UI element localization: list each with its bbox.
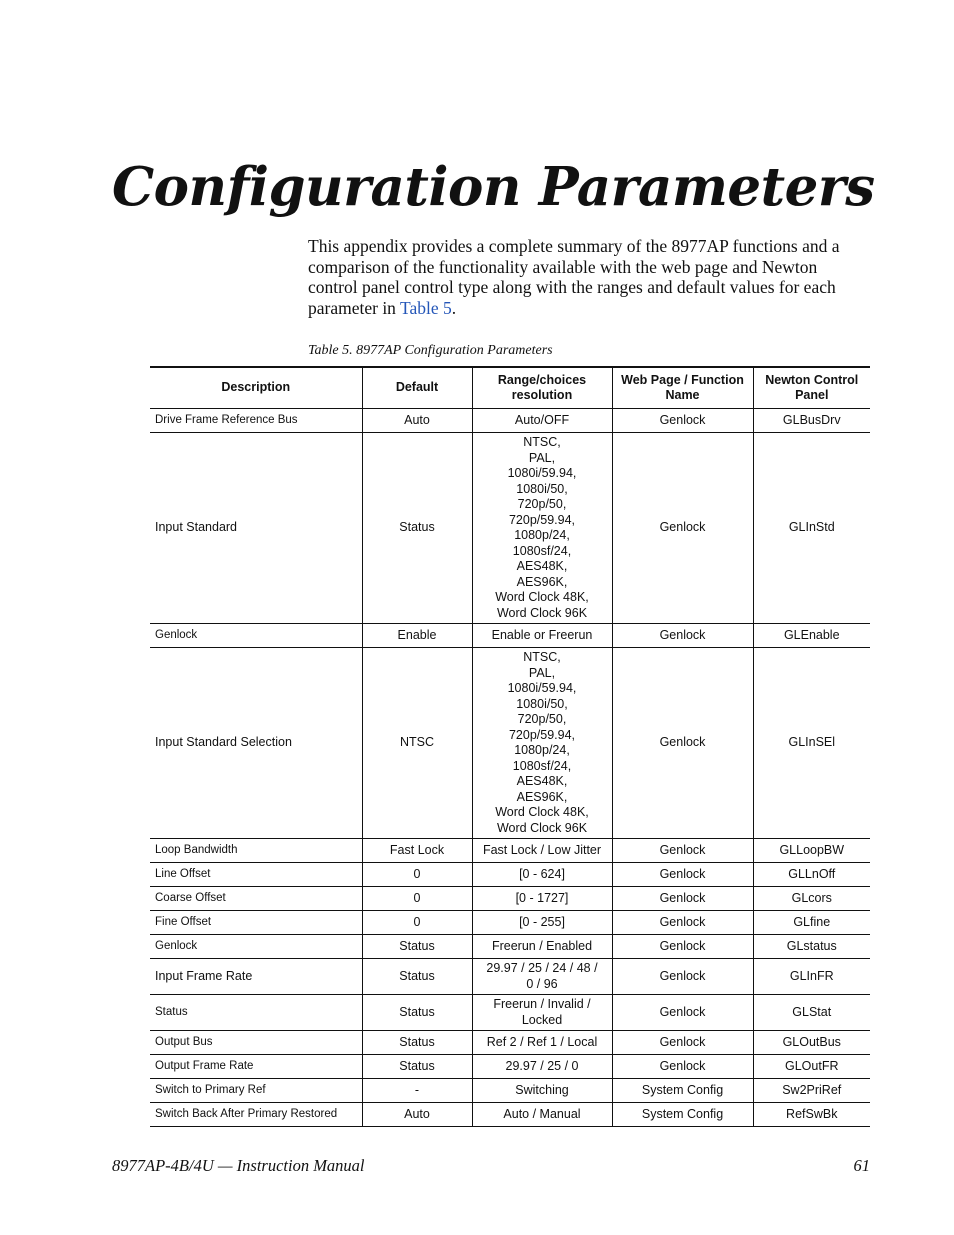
table-row: [150, 959, 870, 995]
cell-web-page: System Config: [612, 1079, 753, 1103]
cell-web-page: Genlock: [612, 839, 753, 863]
cell-newton-panel: RefSwBk: [753, 1103, 870, 1127]
cell-description: Loop Bandwidth: [150, 839, 362, 863]
header-default: Default: [362, 367, 472, 409]
cell-web-page: Genlock: [612, 624, 753, 648]
cell-default: Auto: [362, 1103, 472, 1127]
cell-range: Switching: [472, 1079, 612, 1103]
table-row: [150, 624, 870, 648]
cell-web-page: Genlock: [612, 1055, 753, 1079]
page-footer: [112, 1156, 870, 1176]
table-row: [150, 863, 870, 887]
table-row: [150, 887, 870, 911]
cell-web-page: Genlock: [612, 1031, 753, 1055]
header-range: Range/choices resolution: [472, 367, 612, 409]
cell-default: Status: [362, 959, 472, 995]
table-row: [150, 648, 870, 839]
cell-newton-panel: GLOutFR: [753, 1055, 870, 1079]
cell-range: Freerun / Invalid / Locked: [472, 995, 612, 1031]
cell-newton-panel: GLInSEl: [753, 648, 870, 839]
cell-description: Fine Offset: [150, 911, 362, 935]
cell-range: Auto / Manual: [472, 1103, 612, 1127]
cell-range: NTSC, PAL, 1080i/59.94, 1080i/50, 720p/50, 720p/59.94, 1080p/24, 1080sf/24, AES48K, AES96K, Word Clock 48K, Word Clock 96K: [472, 648, 612, 839]
cell-newton-panel: GLfine: [753, 911, 870, 935]
cell-description: Genlock: [150, 935, 362, 959]
table-row: [150, 935, 870, 959]
cell-web-page: Genlock: [612, 935, 753, 959]
footer-manual-title: 8977AP-4B/4U — Instruction Manual: [112, 1156, 365, 1175]
header-description: Description: [150, 367, 362, 409]
cell-default: Auto: [362, 409, 472, 433]
cell-description: Switch to Primary Ref: [150, 1079, 362, 1103]
cell-description: Drive Frame Reference Bus: [150, 409, 362, 433]
cell-default: Fast Lock: [362, 839, 472, 863]
header-newton-panel: Newton Control Panel: [753, 367, 870, 409]
cell-default: Status: [362, 433, 472, 624]
cell-description: Status: [150, 995, 362, 1031]
cell-newton-panel: GLcors: [753, 887, 870, 911]
intro-text-end: .: [451, 297, 457, 318]
table-row: [150, 433, 870, 624]
cell-newton-panel: GLOutBus: [753, 1031, 870, 1055]
cell-web-page: Genlock: [612, 995, 753, 1031]
cell-default: 0: [362, 887, 472, 911]
cell-description: Input Frame Rate: [150, 959, 362, 995]
intro-paragraph: [308, 236, 870, 318]
cell-range: 29.97 / 25 / 0: [472, 1055, 612, 1079]
cell-newton-panel: GLLoopBW: [753, 839, 870, 863]
cell-description: Input Standard: [150, 433, 362, 624]
table-row: [150, 839, 870, 863]
cell-default: Status: [362, 1031, 472, 1055]
table-header-row: [150, 367, 870, 409]
cell-range: Ref 2 / Ref 1 / Local: [472, 1031, 612, 1055]
table-row: [150, 409, 870, 433]
cell-range: NTSC, PAL, 1080i/59.94, 1080i/50, 720p/50, 720p/59.94, 1080p/24, 1080sf/24, AES48K, AES96K, Word Clock 48K, Word Clock 96K: [472, 433, 612, 624]
table-row: [150, 1079, 870, 1103]
cell-newton-panel: GLEnable: [753, 624, 870, 648]
table-row: [150, 911, 870, 935]
cell-description: Coarse Offset: [150, 887, 362, 911]
cell-web-page: Genlock: [612, 433, 753, 624]
cell-default: 0: [362, 911, 472, 935]
cell-newton-panel: GLInStd: [753, 433, 870, 624]
cell-description: Output Bus: [150, 1031, 362, 1055]
cell-newton-panel: Sw2PriRef: [753, 1079, 870, 1103]
cell-description: Input Standard Selection: [150, 648, 362, 839]
cell-default: -: [362, 1079, 472, 1103]
cell-range: [0 - 255]: [472, 911, 612, 935]
cell-range: [0 - 624]: [472, 863, 612, 887]
table-row: [150, 995, 870, 1031]
cell-range: Enable or Freerun: [472, 624, 612, 648]
table-caption: Table 5. 8977AP Configuration Parameters: [308, 343, 553, 358]
header-web-page: Web Page / Function Name: [612, 367, 753, 409]
table-5-link[interactable]: Table 5: [400, 297, 452, 318]
cell-range: [0 - 1727]: [472, 887, 612, 911]
table-row: [150, 1055, 870, 1079]
cell-web-page: Genlock: [612, 409, 753, 433]
cell-default: 0: [362, 863, 472, 887]
cell-web-page: Genlock: [612, 887, 753, 911]
cell-default: Status: [362, 995, 472, 1031]
cell-range: Auto/OFF: [472, 409, 612, 433]
cell-web-page: Genlock: [612, 959, 753, 995]
cell-default: Enable: [362, 624, 472, 648]
cell-default: Status: [362, 1055, 472, 1079]
cell-newton-panel: GLLnOff: [753, 863, 870, 887]
cell-range: Fast Lock / Low Jitter: [472, 839, 612, 863]
cell-newton-panel: GLStat: [753, 995, 870, 1031]
cell-newton-panel: GLInFR: [753, 959, 870, 995]
cell-description: Output Frame Rate: [150, 1055, 362, 1079]
cell-description: Genlock: [150, 624, 362, 648]
cell-newton-panel: GLstatus: [753, 935, 870, 959]
cell-web-page: Genlock: [612, 863, 753, 887]
page-title: Configuration Parameters: [112, 156, 875, 218]
cell-description: Switch Back After Primary Restored: [150, 1103, 362, 1127]
page-number: 61: [853, 1156, 870, 1175]
cell-web-page: Genlock: [612, 911, 753, 935]
cell-range: Freerun / Enabled: [472, 935, 612, 959]
cell-range: 29.97 / 25 / 24 / 48 / 0 / 96: [472, 959, 612, 995]
cell-web-page: Genlock: [612, 648, 753, 839]
configuration-parameters-table: [150, 366, 870, 1127]
cell-web-page: System Config: [612, 1103, 753, 1127]
cell-default: NTSC: [362, 648, 472, 839]
cell-default: Status: [362, 935, 472, 959]
intro-text: This appendix provides a complete summary of the 8977AP functions and a comparison of the functionality available with the web page and Newton control panel control type along with the ranges and default values for each parameter in: [308, 236, 840, 318]
table-row: [150, 1031, 870, 1055]
cell-description: Line Offset: [150, 863, 362, 887]
cell-newton-panel: GLBusDrv: [753, 409, 870, 433]
table-row: [150, 1103, 870, 1127]
